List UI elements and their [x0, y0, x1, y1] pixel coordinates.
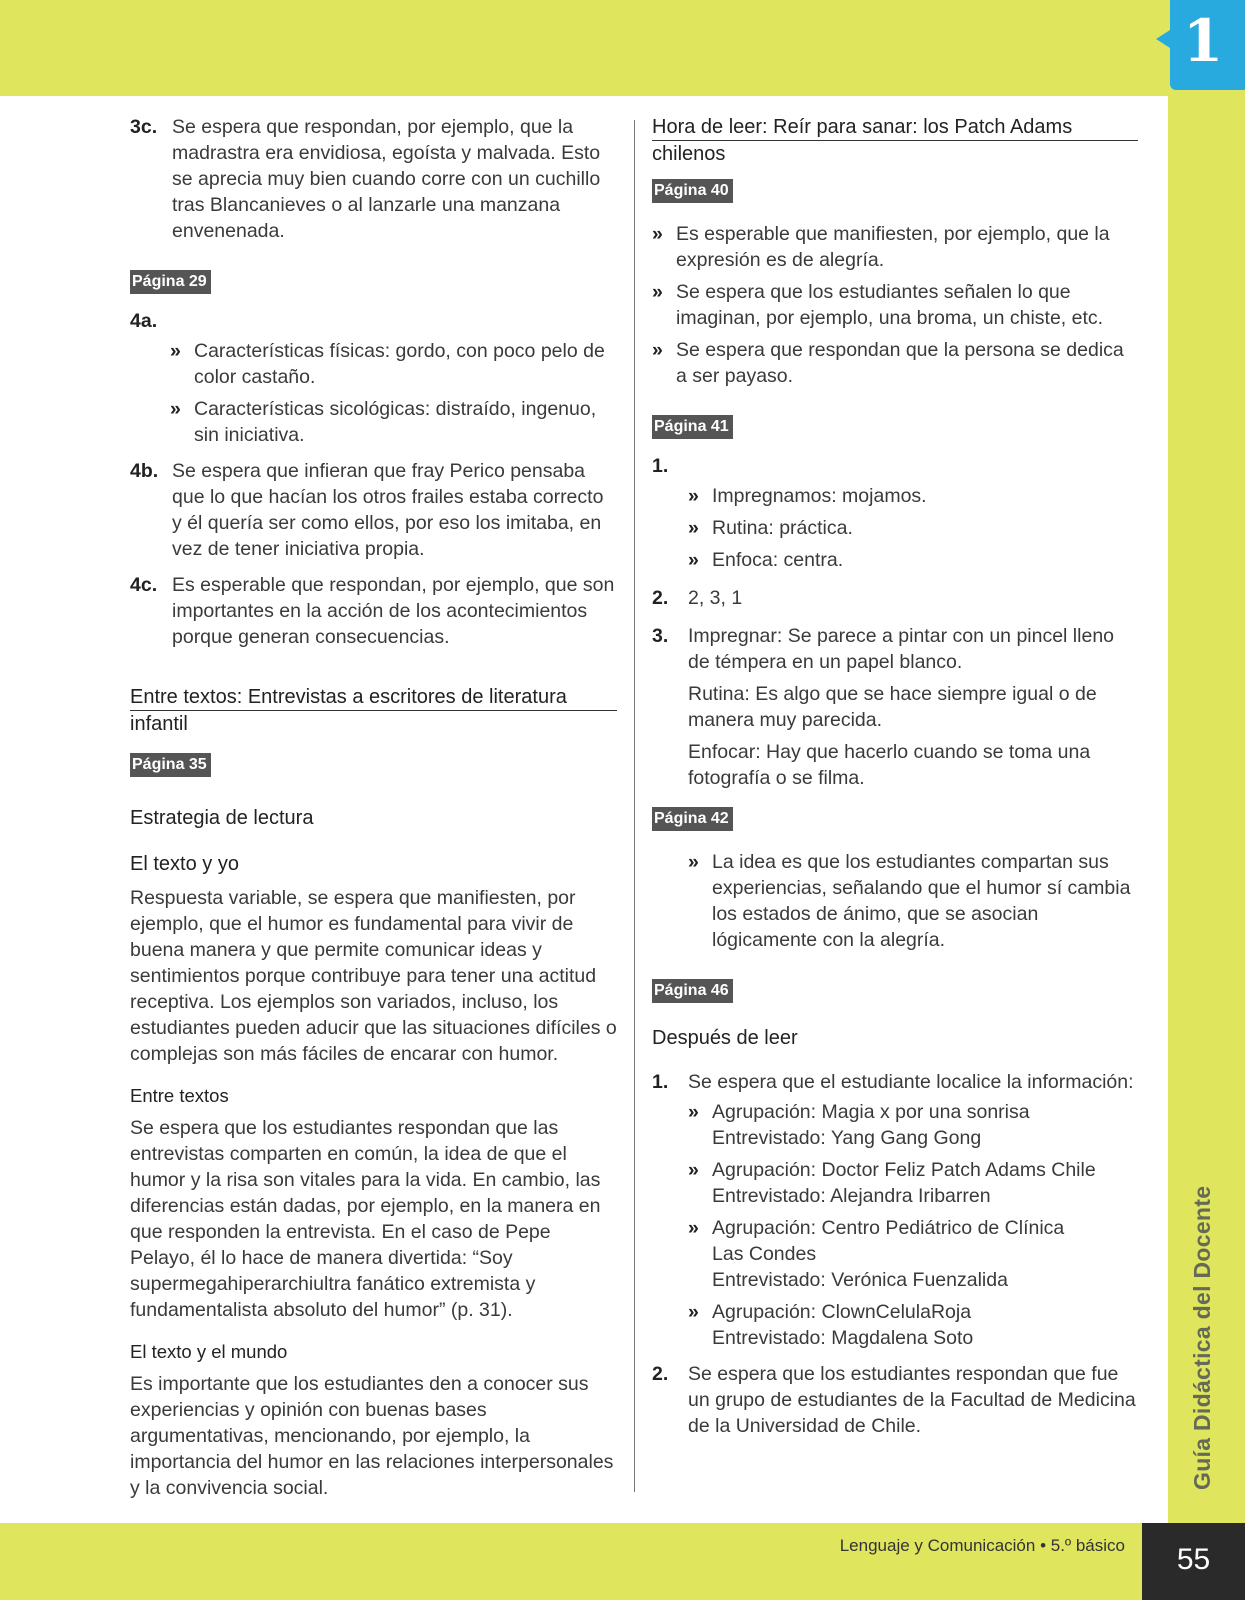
answer-number: 1.: [652, 455, 669, 477]
bullet-text: Se espera que respondan que la persona se dedica a ser payaso.: [676, 339, 1124, 387]
bullet-chevron-icon: »: [688, 1301, 699, 1323]
section-title-line-2: chilenos: [652, 143, 726, 165]
header-band: [0, 0, 1245, 96]
answer-4a: [130, 308, 617, 334]
sidebar-title: Guía Didáctica del Docente: [1189, 1185, 1215, 1490]
section-title-line-2: infantil: [130, 713, 188, 735]
chapter-number: 1: [1182, 7, 1224, 75]
group-line: Agrupación: ClownCelulaRoja: [712, 1301, 972, 1323]
bullet-chevron-icon: »: [652, 223, 663, 245]
bullet-chevron-icon: »: [688, 1101, 699, 1123]
answer-d2: [652, 1361, 1138, 1439]
list-item: [688, 515, 1138, 541]
page-badge-29: Página 29: [130, 270, 211, 294]
paragraph-entre-textos: Se espera que los estudiantes respondan que las entrevistas comparten en común, la idea de que el humor y la risa son vitales para la vida. En cambio, las diferencias están dadas, por ejemplo, en la manera en que responden la entrevista. En el caso de Pepe Pelayo, él lo hace de manera divertida: “Soy supermegahiperarchiultra fanático extremista y fundamentalista absoluto del humor” (p. 31).: [130, 1117, 601, 1321]
bullet-chevron-icon: »: [652, 281, 663, 303]
section-title: [652, 114, 1138, 167]
interviewee-line: Entrevistado: Alejandra Iribarren: [712, 1185, 991, 1207]
page-badge-41: Página 41: [652, 415, 733, 439]
list-item: [652, 337, 1138, 389]
bullet-text: Rutina: práctica.: [712, 517, 853, 539]
answer-text: Se espera que respondan, por ejemplo, que la madrastra era envidiosa, egoísta y malvada. Esto se aprecia muy bien cuando corre con un cuchillo tras Blancanieves o al lanzarle una manzana envenenada.: [172, 116, 601, 242]
page-number-box: [1142, 1523, 1245, 1600]
bullet-chevron-icon: »: [170, 398, 181, 420]
answer-1-bullets: [688, 483, 1138, 573]
bullet-chevron-icon: »: [688, 485, 699, 507]
answer-number: 4b.: [130, 460, 159, 482]
footer-band: [0, 1523, 1142, 1600]
left-column: [130, 114, 617, 1505]
list-item: [688, 849, 1138, 953]
chapter-tab: [1170, 0, 1245, 90]
bullet-text: La idea es que los estudiantes compartan sus experiencias, señalando que el humor sí cambia los estados de ánimo, que se asocian lógicamente con la alegría.: [712, 851, 1131, 951]
answer-number: 1.: [652, 1071, 669, 1093]
answer-1: [652, 453, 1138, 479]
page-42-bullets: [688, 849, 1138, 953]
heading-entre-textos: Entre textos: [130, 1085, 229, 1106]
bullet-text: Es esperable que manifiesten, por ejemplo, que la expresión es de alegría.: [676, 223, 1110, 271]
list-item: [688, 1299, 1138, 1351]
answer-number: 3.: [652, 625, 669, 647]
answer-text: Se espera que infieran que fray Perico pensaba que lo que hacían los otros frailes estaba correcto y él quería ser como ellos, por eso los imitaba, en vez de tener iniciativa propia.: [172, 460, 604, 560]
answer-text: 2, 3, 1: [688, 587, 743, 609]
list-item: [652, 279, 1138, 331]
heading-texto-mundo: El texto y el mundo: [130, 1341, 288, 1362]
page-badge-35: Página 35: [130, 753, 211, 777]
bullet-chevron-icon: »: [170, 340, 181, 362]
list-item: [688, 547, 1138, 573]
list-item: [688, 483, 1138, 509]
section-title: [130, 684, 617, 737]
group-line: Agrupación: Centro Pediátrico de Clínica: [712, 1217, 1065, 1239]
answer-d1: [652, 1069, 1138, 1095]
section-title-line-1: Entre textos: Entrevistas a escritores de literatura: [130, 684, 617, 711]
paragraph-texto-mundo: Es importante que los estudiantes den a conocer sus experiencias y opinión con buenas bases argumentativas, mencionando, por ejemplo, la importancia del humor en las relaciones interpersonales y la convivencia social.: [130, 1373, 614, 1499]
answer-text: Se espera que los estudiantes respondan que fue un grupo de estudiantes de la Facultad de Medicina de la Universidad de Chile.: [688, 1363, 1136, 1437]
page-badge-42: Página 42: [652, 807, 733, 831]
group-line: Agrupación: Doctor Feliz Patch Adams Chile: [712, 1159, 1096, 1181]
answer-paragraph: Enfocar: Hay que hacerlo cuando se toma una fotografía o se filma.: [688, 741, 1091, 789]
group-line: Agrupación: Magia x por una sonrisa: [712, 1101, 1030, 1123]
right-column: [652, 114, 1138, 1449]
answer-4c: [130, 572, 617, 650]
page-40-bullets: [652, 221, 1138, 389]
list-item: [688, 1099, 1138, 1151]
bullet-text: [712, 1215, 1138, 1293]
column-divider: [634, 120, 635, 1492]
group-line-continued: Las Condes: [712, 1243, 817, 1265]
bullet-text: Impregnamos: mojamos.: [712, 485, 927, 507]
answer-paragraph: Impregnar: Se parece a pintar con un pincel lleno de témpera en un papel blanco.: [688, 625, 1115, 673]
bullet-chevron-icon: »: [688, 549, 699, 571]
heading-estrategia: Estrategia de lectura: [130, 807, 314, 829]
list-item: [170, 396, 617, 448]
list-item: [652, 221, 1138, 273]
interviewee-line: Entrevistado: Yang Gang Gong: [712, 1127, 982, 1149]
answer-2: [652, 585, 1138, 611]
footer-text: Lenguaje y Comunicación • 5.º básico: [839, 1536, 1125, 1555]
page-badge-46: Página 46: [652, 979, 733, 1003]
bullet-text: [712, 1157, 1138, 1209]
answer-number: 3c.: [130, 116, 158, 138]
heading-texto-yo: El texto y yo: [130, 853, 239, 875]
page-badge-40: Página 40: [652, 179, 733, 203]
interviewee-line: Entrevistado: Verónica Fuenzalida: [712, 1269, 1008, 1291]
answer-paragraph: Rutina: Es algo que se hace siempre igual o de manera muy parecida.: [688, 683, 1097, 731]
answer-text: Se espera que el estudiante localice la información:: [688, 1071, 1134, 1093]
answer-number: 2.: [652, 587, 669, 609]
section-title-line-1: Hora de leer: Reír para sanar: los Patch Adams: [652, 114, 1138, 141]
list-item: [688, 1215, 1138, 1293]
bullet-chevron-icon: »: [688, 1217, 699, 1239]
answer-text: [688, 623, 1138, 791]
bullet-text: Se espera que los estudiantes señalen lo que imaginan, por ejemplo, una broma, un chiste, etc.: [676, 281, 1104, 329]
bullet-text: [712, 1099, 1138, 1151]
list-item: [170, 338, 617, 390]
answer-3: [652, 623, 1138, 791]
interviewee-line: Entrevistado: Magdalena Soto: [712, 1327, 974, 1349]
bullet-text: Características físicas: gordo, con poco pelo de color castaño.: [194, 340, 605, 388]
answer-number: 4a.: [130, 310, 158, 332]
bullet-text: Características sicológicas: distraído, ingenuo, sin iniciativa.: [194, 398, 597, 446]
bullet-chevron-icon: »: [688, 1159, 699, 1181]
answer-number: 2.: [652, 1363, 669, 1385]
bullet-text: [712, 1299, 1138, 1351]
answer-d1-bullets: [688, 1099, 1138, 1351]
bullet-chevron-icon: »: [688, 517, 699, 539]
answer-3c: [130, 114, 617, 244]
bullet-chevron-icon: »: [688, 851, 699, 873]
bullet-text: Enfoca: centra.: [712, 549, 844, 571]
answer-4a-bullets: [170, 338, 617, 448]
heading-despues: Después de leer: [652, 1027, 798, 1049]
bullet-chevron-icon: »: [652, 339, 663, 361]
list-item: [688, 1157, 1138, 1209]
answer-text: Es esperable que respondan, por ejemplo, que son importantes en la acción de los acontecimientos porque generan consecuencias.: [172, 574, 615, 648]
paragraph-texto-yo: Respuesta variable, se espera que manifiesten, por ejemplo, que el humor es fundamental para vivir de buena manera y que permite comunicar ideas y sentimientos porque contribuye para tener una actitud receptiva. Los ejemplos son variados, incluso, los estudiantes pueden aducir que las situaciones difíciles o complejas son más fáciles de encarar con humor.: [130, 887, 617, 1065]
page-number: 55: [1176, 1543, 1211, 1576]
answer-4b: [130, 458, 617, 562]
answer-number: 4c.: [130, 574, 158, 596]
